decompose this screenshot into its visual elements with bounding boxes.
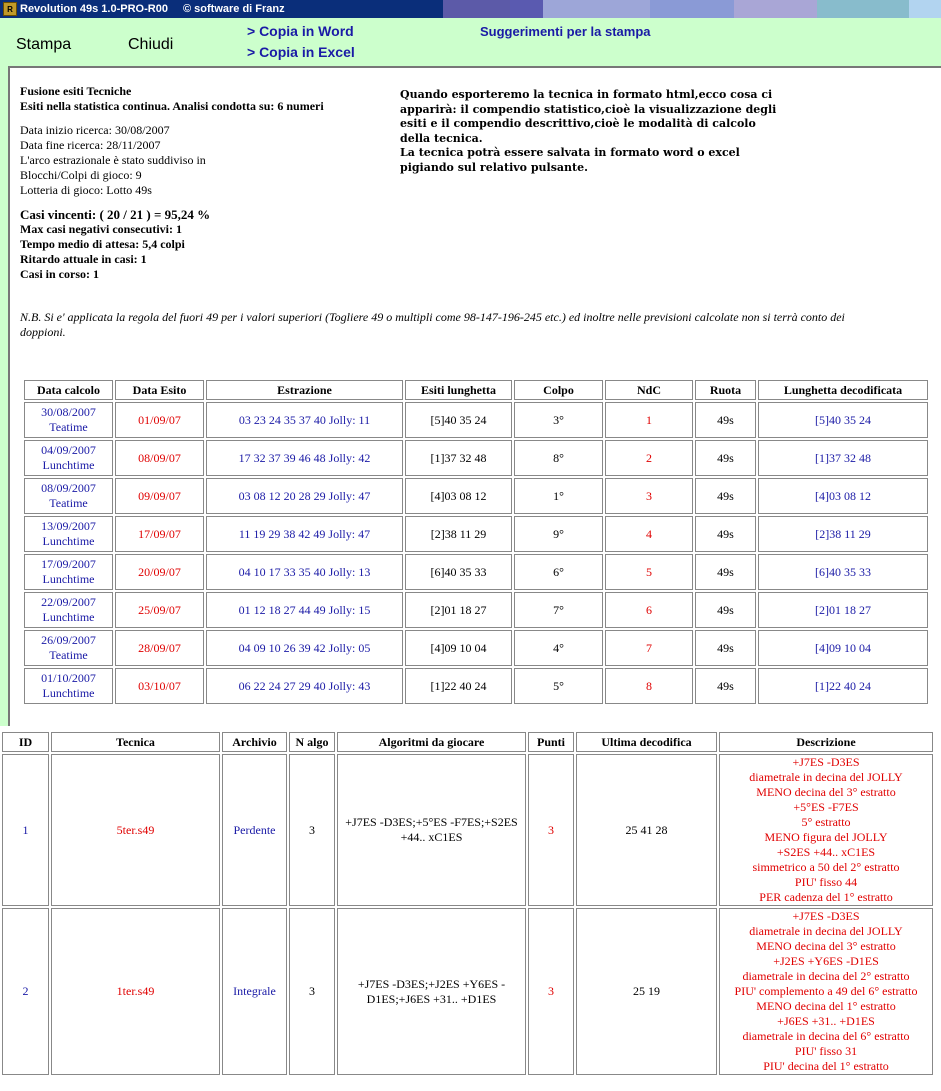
- decod-cell: [6]40 35 33: [758, 554, 928, 590]
- nb-note: [20, 310, 941, 340]
- tempo-medio: Tempo medio di attesa: 5,4 colpi: [20, 237, 185, 251]
- colpo-cell: 9°: [514, 516, 603, 552]
- punti-cell: 3: [528, 908, 574, 1075]
- algoritmi-cell: +J7ES -D3ES;+J2ES +Y6ES - D1ES;+J6ES +31.. +D1ES: [337, 908, 526, 1075]
- col-header: Data Esito: [115, 380, 204, 400]
- copia-word-link[interactable]: > Copia in Word: [247, 23, 354, 39]
- decod-cell: [4]09 10 04: [758, 630, 928, 666]
- data-esito-cell: 17/09/07: [115, 516, 204, 552]
- title-segment: [543, 0, 650, 18]
- title-area: [0, 0, 443, 18]
- col-header: N algo: [289, 732, 335, 752]
- table-row: [2, 908, 933, 1075]
- app-icon: R: [3, 2, 17, 16]
- table-row: [24, 402, 928, 438]
- decod-cell: [4]03 08 12: [758, 478, 928, 514]
- lunghetta-cell: [4]03 08 12: [405, 478, 512, 514]
- data-esito-cell: 08/09/07: [115, 440, 204, 476]
- tecnica-cell: 1ter.s49: [51, 908, 220, 1075]
- colpo-cell: 7°: [514, 592, 603, 628]
- table-row: [24, 554, 928, 590]
- col-header: Esiti lunghetta: [405, 380, 512, 400]
- data-calcolo-cell: 30/08/2007 Teatime: [24, 402, 113, 438]
- estrazione-cell: 03 23 24 35 37 40 Jolly: 11: [206, 402, 403, 438]
- decod-cell: [2]01 18 27: [758, 592, 928, 628]
- arco-text: L'arco estrazionale è stato suddiviso in: [20, 153, 206, 167]
- max-negativi: Max casi negativi consecutivi: 1: [20, 222, 182, 236]
- punti-cell: 3: [528, 754, 574, 906]
- note-line: esiti e il compendio descrittivo,cioè le modalità di calcolo: [400, 117, 756, 130]
- ruota-cell: 49s: [695, 516, 756, 552]
- ndc-cell: 3: [605, 478, 693, 514]
- summary-block: [20, 84, 324, 282]
- decod-cell: [1]22 40 24: [758, 668, 928, 704]
- col-header: Data calcolo: [24, 380, 113, 400]
- data-calcolo-cell: 13/09/2007 Lunchtime: [24, 516, 113, 552]
- decod-cell: [5]40 35 24: [758, 402, 928, 438]
- chiudi-button[interactable]: Chiudi: [128, 36, 174, 53]
- table-row: [24, 668, 928, 704]
- estrazione-cell: 01 12 18 27 44 49 Jolly: 15: [206, 592, 403, 628]
- data-esito-cell: 20/09/07: [115, 554, 204, 590]
- estrazione-cell: 17 32 37 39 46 48 Jolly: 42: [206, 440, 403, 476]
- estrazione-cell: 04 09 10 26 39 42 Jolly: 05: [206, 630, 403, 666]
- estrazione-cell: 06 22 24 27 29 40 Jolly: 43: [206, 668, 403, 704]
- ruota-cell: 49s: [695, 440, 756, 476]
- title-segment: [734, 0, 817, 18]
- col-header: Archivio: [222, 732, 287, 752]
- title-segment: [909, 0, 941, 18]
- data-calcolo-cell: 22/09/2007 Lunchtime: [24, 592, 113, 628]
- data-esito-cell: 01/09/07: [115, 402, 204, 438]
- data-esito-cell: 09/09/07: [115, 478, 204, 514]
- tecnica-cell: 5ter.s49: [51, 754, 220, 906]
- ruota-cell: 49s: [695, 402, 756, 438]
- colpo-cell: 4°: [514, 630, 603, 666]
- archivio-cell: Integrale: [222, 908, 287, 1075]
- export-note: [400, 88, 820, 175]
- ruota-cell: 49s: [695, 592, 756, 628]
- table-row: [24, 592, 928, 628]
- note-line: Quando esporteremo la tecnica in formato html,ecco cosa ci: [400, 88, 773, 101]
- colpo-cell: 5°: [514, 668, 603, 704]
- col-header: Lunghetta decodificata: [758, 380, 928, 400]
- ndc-cell: 8: [605, 668, 693, 704]
- col-header: Estrazione: [206, 380, 403, 400]
- col-header: ID: [2, 732, 49, 752]
- decod-cell: [2]38 11 29: [758, 516, 928, 552]
- table-row: [24, 440, 928, 476]
- data-calcolo-cell: 01/10/2007 Lunchtime: [24, 668, 113, 704]
- id-cell: 2: [2, 908, 49, 1075]
- casi-vincenti: Casi vincenti: ( 20 / 21 ) = 95,24 %: [20, 207, 211, 222]
- ultima-cell: 25 19: [576, 908, 717, 1075]
- lotteria-text: Lotteria di gioco: Lotto 49s: [20, 183, 152, 197]
- lunghetta-cell: [1]22 40 24: [405, 668, 512, 704]
- nb-line: N.B. Si e' applicata la regola del fuori 49 per i valori superiori (Togliere 49 o multipli come 98-147-196-245 etc.) ed inoltre nelle previsioni calcolate non si terrà conto dei: [20, 310, 845, 324]
- lunghetta-cell: [2]01 18 27: [405, 592, 512, 628]
- tecniche-panel: [0, 730, 941, 1091]
- ruota-cell: 49s: [695, 668, 756, 704]
- ruota-cell: 49s: [695, 478, 756, 514]
- table-row: [2, 754, 933, 906]
- descrizione-cell: +J7ES -D3ES diametrale in decina del JOLLY MENO decina del 3° estratto +J2ES +Y6ES -D1ES diametrale in decina del 2° estratto PIU' complemento a 49 del 6° estratto MENO decina del 1° estratto +J6ES +31.. +D1ES diametrale in decina del 6° estratto PIU' fisso 31 PIU' decina del 1° estratto: [719, 908, 933, 1075]
- data-calcolo-cell: 04/09/2007 Lunchtime: [24, 440, 113, 476]
- copia-excel-link[interactable]: > Copia in Excel: [247, 44, 355, 60]
- ultima-cell: 25 41 28: [576, 754, 717, 906]
- col-header: Punti: [528, 732, 574, 752]
- note-line: apparirà: il compendio statistico,cioè la visualizzazione degli: [400, 102, 777, 116]
- data-calcolo-cell: 17/09/2007 Lunchtime: [24, 554, 113, 590]
- title-segment: [650, 0, 734, 18]
- note-line: pigiando sul relativo pulsante.: [400, 160, 588, 174]
- stampa-button[interactable]: Stampa: [16, 36, 72, 53]
- ndc-cell: 4: [605, 516, 693, 552]
- lunghetta-cell: [1]37 32 48: [405, 440, 512, 476]
- nalgo-cell: 3: [289, 754, 335, 906]
- ndc-cell: 2: [605, 440, 693, 476]
- colpo-cell: 1°: [514, 478, 603, 514]
- col-header: Ultima decodifica: [576, 732, 717, 752]
- nb-line: doppioni.: [20, 325, 66, 339]
- data-calcolo-cell: 26/09/2007 Teatime: [24, 630, 113, 666]
- estrazione-cell: 04 10 17 33 35 40 Jolly: 13: [206, 554, 403, 590]
- table-row: [24, 478, 928, 514]
- note-line: della tecnica.: [400, 131, 483, 145]
- app-title: Revolution 49s 1.0-PRO-R00: [20, 3, 168, 15]
- col-header: Descrizione: [719, 732, 933, 752]
- title-segment: [817, 0, 909, 18]
- title-segment: [443, 0, 510, 18]
- ndc-cell: 5: [605, 554, 693, 590]
- col-header: NdC: [605, 380, 693, 400]
- archivio-cell: Perdente: [222, 754, 287, 906]
- decod-cell: [1]37 32 48: [758, 440, 928, 476]
- lunghetta-cell: [5]40 35 24: [405, 402, 512, 438]
- ndc-cell: 7: [605, 630, 693, 666]
- table-row: [24, 516, 928, 552]
- blocchi-text: Blocchi/Colpi di gioco: 9: [20, 168, 142, 182]
- estrazione-cell: 03 08 12 20 28 29 Jolly: 47: [206, 478, 403, 514]
- estrazione-cell: 11 19 29 38 42 49 Jolly: 47: [206, 516, 403, 552]
- ruota-cell: 49s: [695, 554, 756, 590]
- id-cell: 1: [2, 754, 49, 906]
- data-esito-cell: 28/09/07: [115, 630, 204, 666]
- summary-subtitle: Esiti nella statistica continua. Analisi condotta su: 6 numeri: [20, 99, 324, 113]
- colpo-cell: 3°: [514, 402, 603, 438]
- descrizione-cell: +J7ES -D3ES diametrale in decina del JOLLY MENO decina del 3° estratto +5°ES -F7ES 5° estratto MENO figura del JOLLY +S2ES +44.. xC1ES simmetrico a 50 del 2° estratto PIU' fisso 44 PER cadenza del 1° estratto: [719, 754, 933, 906]
- left-margin-bar: [0, 66, 8, 726]
- ndc-cell: 6: [605, 592, 693, 628]
- ruota-cell: 49s: [695, 630, 756, 666]
- data-calcolo-cell: 08/09/2007 Teatime: [24, 478, 113, 514]
- colpo-cell: 8°: [514, 440, 603, 476]
- table-row: [24, 630, 928, 666]
- ritardo-attuale: Ritardo attuale in casi: 1: [20, 252, 147, 266]
- window-title: [20, 3, 285, 15]
- data-fine: Data fine ricerca: 28/11/2007: [20, 138, 161, 152]
- title-segment: [510, 0, 543, 18]
- algoritmi-cell: +J7ES -D3ES;+5°ES -F7ES;+S2ES +44.. xC1ES: [337, 754, 526, 906]
- lunghetta-cell: [4]09 10 04: [405, 630, 512, 666]
- tecniche-table: [0, 730, 935, 1077]
- copyright-text: © software di Franz: [183, 3, 285, 15]
- data-esito-cell: 25/09/07: [115, 592, 204, 628]
- data-inizio: Data inizio ricerca: 30/08/2007: [20, 123, 170, 137]
- summary-title: Fusione esiti Tecniche: [20, 84, 132, 98]
- esiti-table: [22, 378, 930, 706]
- lunghetta-cell: [2]38 11 29: [405, 516, 512, 552]
- col-header: Algoritmi da giocare: [337, 732, 526, 752]
- col-header: Ruota: [695, 380, 756, 400]
- col-header: Colpo: [514, 380, 603, 400]
- title-bar: [0, 0, 941, 18]
- note-line: La tecnica potrà essere salvata in formato word o excel: [400, 146, 740, 159]
- casi-corso: Casi in corso: 1: [20, 267, 99, 281]
- data-esito-cell: 03/10/07: [115, 668, 204, 704]
- toolbar: [0, 18, 941, 66]
- col-header: Tecnica: [51, 732, 220, 752]
- report-pane: [8, 66, 941, 726]
- colpo-cell: 6°: [514, 554, 603, 590]
- lunghetta-cell: [6]40 35 33: [405, 554, 512, 590]
- suggerimenti-link[interactable]: Suggerimenti per la stampa: [480, 24, 651, 39]
- nalgo-cell: 3: [289, 908, 335, 1075]
- ndc-cell: 1: [605, 402, 693, 438]
